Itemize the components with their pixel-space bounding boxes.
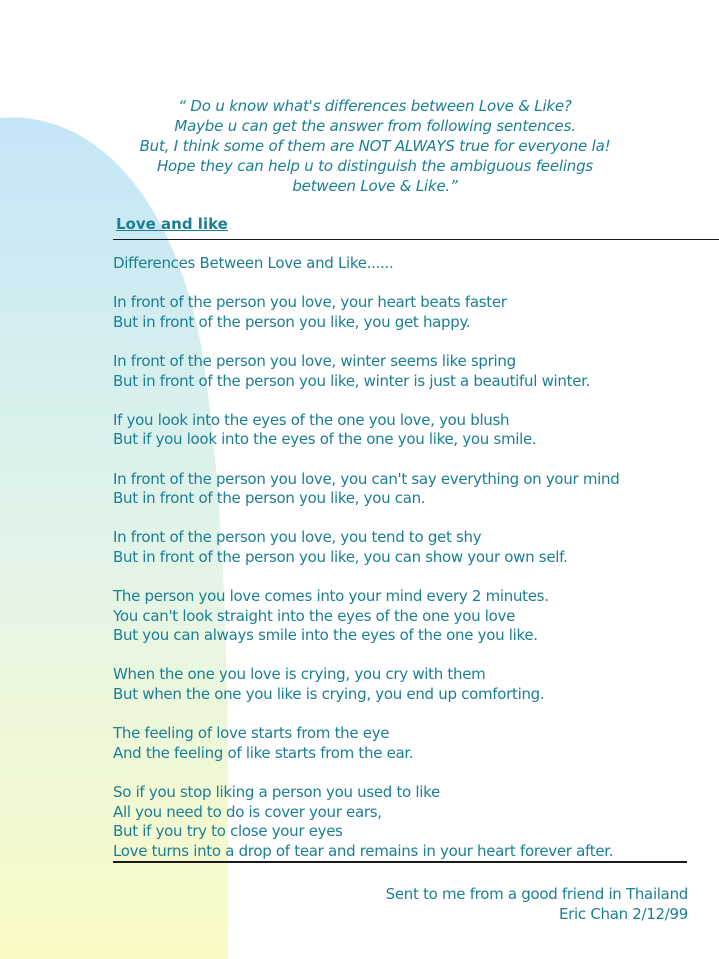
poem-line: But in front of the person you like, you get happy. xyxy=(113,312,471,331)
section-heading: Love and like xyxy=(116,215,228,233)
poem-line: But you can always smile into the eyes of the one you like. xyxy=(113,626,538,645)
poem-line: So if you stop liking a person you used to like xyxy=(113,783,440,802)
poem-line: But in front of the person you like, you can show your own self. xyxy=(113,547,568,566)
poem-line: Differences Between Love and Like...... xyxy=(113,254,394,272)
stanza xyxy=(113,724,693,763)
signature-author: Eric Chan 2/12/99 xyxy=(559,904,688,923)
poem-line: But if you try to close your eyes xyxy=(113,822,343,841)
stanza xyxy=(113,587,693,646)
poem-line: But in front of the person you like, you can. xyxy=(113,489,426,508)
intro-line: “ Do u know what's differences between Love & Like? xyxy=(178,97,572,115)
poem-line: You can't look straight into the eyes of the one you love xyxy=(113,606,515,625)
poem-line: If you look into the eyes of the one you love, you blush xyxy=(113,410,510,429)
poem-line: When the one you love is crying, you cry with them xyxy=(113,665,486,684)
poem-line: In front of the person you love, your heart beats faster xyxy=(113,293,507,312)
poem-line: But in front of the person you like, winter is just a beautiful winter. xyxy=(113,371,591,390)
bottom-divider xyxy=(113,861,687,863)
stanza xyxy=(113,783,693,861)
stanza xyxy=(113,528,693,567)
poem-line: The person you love comes into your mind every 2 minutes. xyxy=(113,587,549,606)
poem-line: And the feeling of like starts from the ear. xyxy=(113,743,414,762)
stanza xyxy=(113,411,693,450)
poem-line: In front of the person you love, you tend to get shy xyxy=(113,528,482,547)
poem-line: But when the one you like is crying, you end up comforting. xyxy=(113,685,545,704)
poem-line: The feeling of love starts from the eye xyxy=(113,724,390,743)
top-divider xyxy=(113,239,719,240)
poem-body xyxy=(113,254,693,861)
intro-quote xyxy=(110,96,640,196)
intro-line: Maybe u can get the answer from following sentences. xyxy=(174,117,576,135)
intro-line: But, I think some of them are NOT ALWAYS true for everyone la! xyxy=(139,137,611,155)
stanza xyxy=(113,470,693,509)
signature xyxy=(386,885,688,924)
signature-source: Sent to me from a good friend in Thailand xyxy=(385,885,688,903)
poem-line: Love turns into a drop of tear and remains in your heart forever after. xyxy=(113,841,614,860)
intro-line: Hope they can help u to distinguish the ambiguous feelings xyxy=(156,157,594,175)
poem-line: All you need to do is cover your ears, xyxy=(113,802,382,821)
stanza xyxy=(113,352,693,391)
stanza xyxy=(113,254,693,274)
poem-line: In front of the person you love, winter seems like spring xyxy=(113,351,516,370)
stanza xyxy=(113,293,693,332)
poem-line: In front of the person you love, you can't say everything on your mind xyxy=(113,469,620,488)
stanza xyxy=(113,665,693,704)
poem-line: But if you look into the eyes of the one you like, you smile. xyxy=(113,430,537,449)
intro-line: between Love & Like.” xyxy=(292,177,458,195)
